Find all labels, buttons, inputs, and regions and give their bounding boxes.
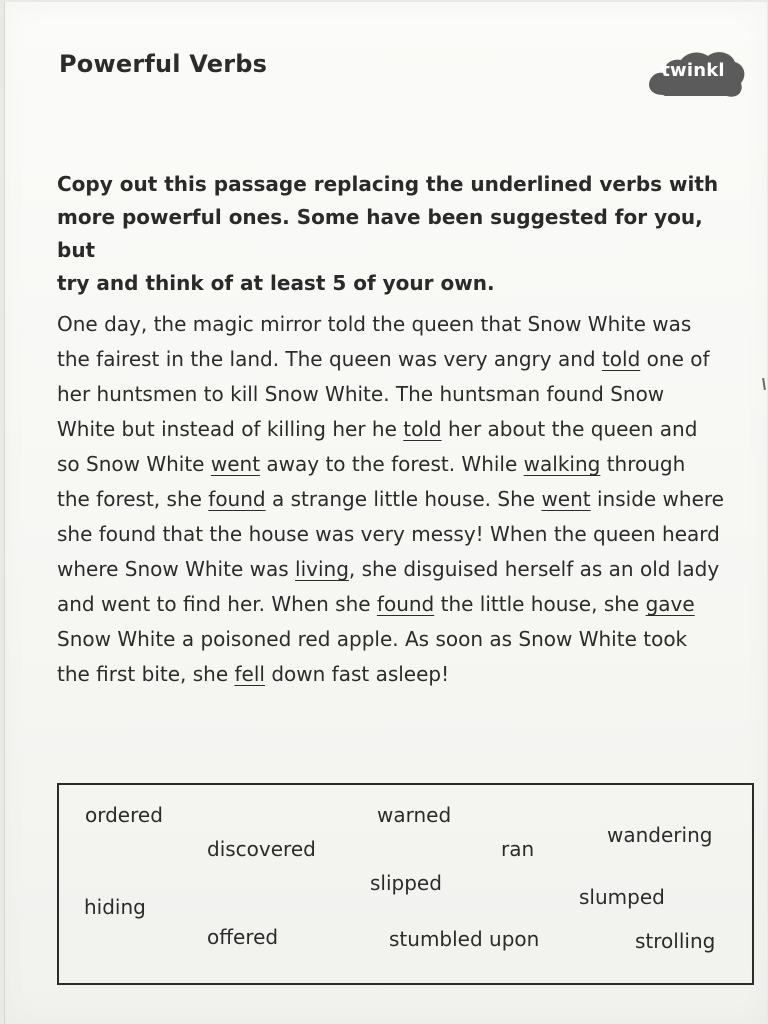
word-bank-item: slumped — [579, 885, 665, 909]
passage-text: through — [600, 452, 686, 476]
passage-text: , she disguised herself as an old lady — [348, 557, 720, 581]
underlined-verb: found — [208, 487, 266, 511]
word-bank-item: discovered — [207, 837, 316, 861]
passage-line — [57, 377, 747, 412]
passage-text: one of — [640, 347, 710, 371]
passage-line — [57, 342, 747, 377]
passage-text: White but instead of killing her he — [57, 417, 404, 441]
underlined-verb: found — [376, 592, 435, 616]
word-bank-item: stumbled upon — [389, 927, 540, 951]
logo-text: twinkl — [661, 60, 725, 81]
passage-text: a strange little house. She — [265, 487, 542, 511]
passage-text: the fairest in the land. The queen was very angry and — [57, 347, 602, 371]
twinkl-logo — [645, 46, 749, 102]
underlined-verb: gave — [645, 592, 695, 616]
instructions-line: try and think of at least 5 of your own. — [57, 271, 495, 295]
instructions-line: more powerful ones. Some have been suggested for you, but — [57, 205, 703, 262]
worksheet-page — [4, 2, 767, 1024]
passage-line — [57, 307, 747, 342]
underlined-verb: walking — [523, 452, 601, 476]
word-bank-item: wandering — [607, 823, 713, 847]
passage-line — [57, 657, 747, 692]
passage-line — [57, 622, 747, 657]
passage-line — [57, 447, 747, 482]
passage-text: and went to find her. When she — [57, 592, 377, 616]
instructions-line: Copy out this passage replacing the underlined verbs with — [57, 172, 719, 196]
underlined-verb: went — [541, 487, 591, 511]
passage-line — [57, 482, 747, 517]
underlined-verb: went — [210, 452, 261, 476]
passage-line — [57, 552, 747, 587]
word-bank-item: strolling — [635, 929, 716, 953]
paper-mark — [762, 378, 766, 390]
passage-text: inside where — [590, 487, 724, 511]
passage-line — [57, 517, 747, 552]
passage-text: the first bite, she — [57, 662, 235, 686]
underlined-verb: fell — [234, 662, 265, 686]
passage-text: she found that the house was very messy! When the queen heard — [57, 522, 720, 546]
instructions-block — [57, 168, 737, 300]
word-bank-item: slipped — [370, 871, 442, 895]
page-title: Powerful Verbs — [59, 50, 268, 78]
passage-text: the little house, she — [434, 592, 646, 616]
passage-text: down fast asleep! — [264, 662, 450, 686]
underlined-verb: told — [403, 417, 442, 441]
passage-text: her about the queen and — [441, 417, 698, 441]
story-passage — [57, 307, 747, 692]
word-bank-item: ran — [501, 837, 535, 861]
word-bank-item: warned — [377, 803, 452, 827]
passage-text: One day, the magic mirror told the queen that Snow White was — [57, 312, 692, 336]
passage-line — [57, 587, 747, 622]
word-bank-item: ordered — [85, 803, 163, 827]
passage-text: her huntsmen to kill Snow White. The huntsman found Snow — [57, 382, 665, 406]
passage-text: the forest, she — [57, 487, 209, 511]
underlined-verb: told — [601, 347, 641, 371]
passage-line — [57, 412, 747, 447]
passage-text: where Snow White was — [57, 557, 296, 581]
passage-text: so Snow White — [57, 452, 211, 476]
passage-text: Snow White a poisoned red apple. As soon as Snow White took — [57, 627, 688, 651]
word-bank-item: offered — [207, 925, 279, 949]
word-bank-item: hiding — [84, 895, 146, 919]
word-bank — [57, 783, 754, 985]
underlined-verb: living — [295, 557, 349, 581]
passage-text: away to the forest. While — [260, 452, 524, 476]
